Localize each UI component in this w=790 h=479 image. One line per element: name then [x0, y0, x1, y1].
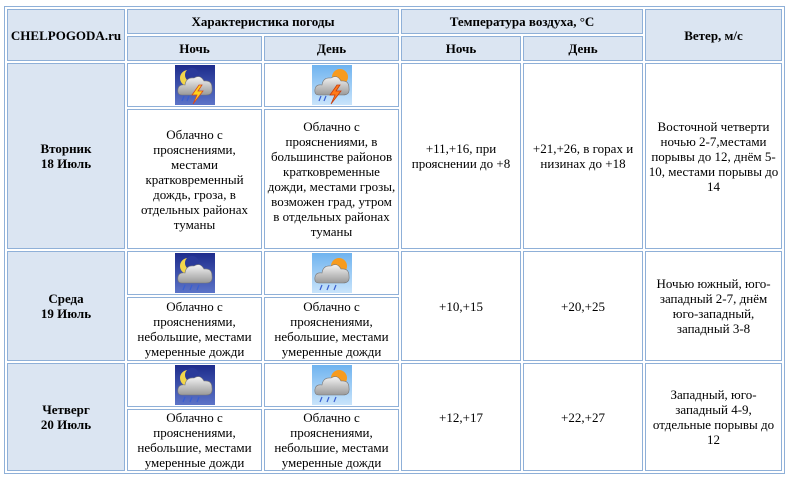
weather-char-header: Характеристика погоды [127, 9, 399, 34]
night-temp [401, 63, 521, 249]
day-desc-text: Облачно с прояснениями, в большинстве районов кратковременные дожди, местами грозы, возможен град, утром в отдельных районах туманы [267, 119, 396, 239]
wind-text: Ночью южный, юго-западный 2-7, днём юго-западный, западный 3-8 [656, 276, 771, 336]
night-temp-text: +10,+15 [439, 298, 483, 314]
day-desc-text: Облачно с прояснениями, небольшие, местами умеренные дожди [274, 410, 389, 470]
day-weather-icon-cell [264, 63, 399, 107]
air-temp-header: Температура воздуха, °С [401, 9, 643, 34]
wind-text: Западный, юго-западный 4-9, отдельные порывы до 12 [652, 387, 775, 447]
site-name: CHELPOGODA.ru [7, 9, 125, 61]
weekday: Вторник [40, 141, 92, 156]
day-weather-icon-cell [264, 363, 399, 407]
day-weather-desc [264, 109, 399, 249]
day-label [7, 363, 125, 471]
day-weather-desc [264, 297, 399, 361]
date: 18 Июль [40, 156, 92, 171]
day-temp [523, 363, 643, 471]
weather-table [4, 6, 785, 474]
day-weather-desc [264, 409, 399, 471]
day-temp-text: +21,+26, в горах и низинах до +18 [532, 141, 634, 171]
temp-night-header: Ночь [401, 36, 521, 61]
weather-night-header: Ночь [127, 36, 262, 61]
night-weather-icon-cell [127, 363, 262, 407]
sun-cloud-rain-icon [312, 365, 352, 405]
date: 20 Июль [40, 417, 92, 432]
night-temp [401, 363, 521, 471]
day-temp-text: +20,+25 [561, 298, 605, 314]
moon-cloud-rain-icon [175, 365, 215, 405]
wind-header: Ветер, м/с [645, 9, 782, 61]
night-weather-icon-cell [127, 251, 262, 295]
night-weather-desc [127, 109, 262, 249]
day-desc-text: Облачно с прояснениями, небольшие, местами умеренные дожди [274, 299, 389, 359]
wind-desc [645, 251, 782, 361]
night-desc-text: Облачно с прояснениями, небольшие, местами умеренные дожди [137, 410, 252, 470]
weekday: Среда [48, 291, 84, 306]
night-temp [401, 251, 521, 361]
day-temp [523, 63, 643, 249]
wind-text: Восточной четверти ночью 2-7,местами порывы до 12, днём 5-10, местами порывы до 14 [648, 118, 779, 194]
night-weather-icon-cell [127, 63, 262, 107]
moon-cloud-rain-icon [175, 253, 215, 293]
temp-day-header: День [523, 36, 643, 61]
weather-day-header: День [264, 36, 399, 61]
wind-desc [645, 363, 782, 471]
date: 19 Июль [40, 306, 92, 321]
night-desc-text: Облачно с прояснениями, местами кратковременный дождь, гроза, в отдельных районах туманы [140, 126, 249, 232]
day-temp-text: +22,+27 [561, 409, 605, 425]
day-temp [523, 251, 643, 361]
night-desc-text: Облачно с прояснениями, небольшие, местами умеренные дожди [137, 299, 252, 359]
day-label [7, 63, 125, 249]
night-temp-text: +11,+16, при прояснении до +8 [411, 141, 511, 171]
moon-cloud-thunderstorm-icon [175, 65, 215, 105]
sun-cloud-rain-icon [312, 253, 352, 293]
day-label [7, 251, 125, 361]
day-weather-icon-cell [264, 251, 399, 295]
wind-desc [645, 63, 782, 249]
weekday: Четверг [42, 402, 90, 417]
sun-cloud-thunderstorm-icon [312, 65, 352, 105]
night-weather-desc [127, 297, 262, 361]
night-weather-desc [127, 409, 262, 471]
night-temp-text: +12,+17 [439, 409, 483, 425]
